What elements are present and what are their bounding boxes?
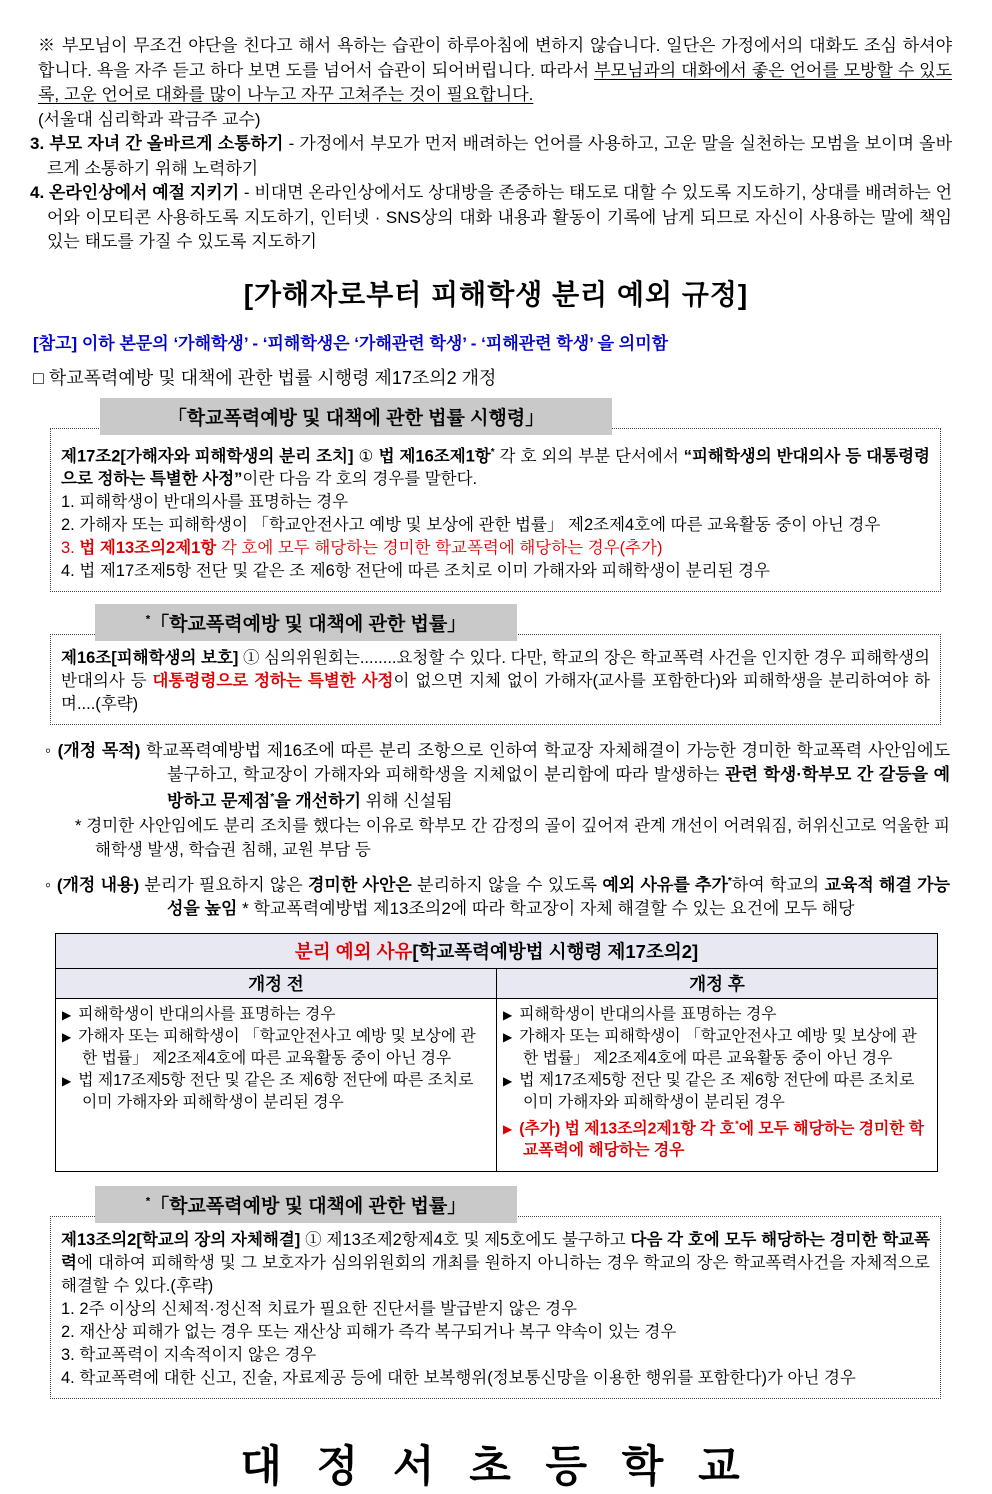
intro-section (30, 34, 952, 255)
revision-content: ◦ (개정 내용) 분리가 필요하지 않은 경미한 사안은 분리하지 않을 수 있도록 예외 사유를 추가*하여 학교의 교육적 해결 가능성을 높임 * 학교폭력예방법 제13조의2에 따라 학교장이 자체 해결할 수 있는 요건에 모두 해당 (45, 875, 950, 919)
table-title-row (56, 933, 938, 968)
list-item: 2. 가해자 또는 피해학생이 「학교안전사고 예방 및 보상에 관한 법률」 제2조제4호에 따른 교육활동 중이 아닌 경우 (61, 516, 881, 534)
cell-before-revision (56, 998, 497, 1171)
list-item: 3. 법 제13조의2제1항 각 호에 모두 해당하는 경미한 학교폭력에 해당하는 경우(추가) (61, 539, 663, 557)
list-item: 1. 피해학생이 반대의사를 표명하는 경우 (61, 493, 349, 511)
list-item: 2. 재산상 피해가 없는 경우 또는 재산상 피해가 즉각 복구되거나 복구 약속이 있는 경우 (61, 1323, 677, 1342)
list-item: ▶ 피해학생이 반대의사를 표명하는 경우 (62, 1005, 336, 1023)
intro-quote-paragraph: ※ 부모님이 무조건 야단을 친다고 해서 욕하는 습관이 하루아침에 변하지 않습니다. 일단은 가정에서의 대화도 조심 하셔야 합니다. 욕을 자주 듣고 하다 보면 도를 넘어서 습관이 되어버립니다. 따라서 부모님과의 대화에서 좋은 언어를 모방할 수 있도록, 고운 언어로 대화를 많이 나누고 자꾸 고쳐주는 것이 필요합니다. (38, 36, 953, 104)
table-header-row (56, 968, 938, 998)
column-header-before: 개정 전 (56, 968, 497, 998)
reference-note: [참고] 이하 본문의 ‘가해학생’ - ‘피해학생은 ‘가해관련 학생’ - ‘피해관련 학생’ 을 의미함 (33, 333, 669, 353)
document-page (0, 34, 992, 1492)
list-item: ▶ 피해학생이 반대의사를 표명하는 경우 (503, 1005, 777, 1023)
triangle-bullet-icon: ▶ (503, 1007, 513, 1022)
section-heading: □ 학교폭력예방 및 대책에 관한 법률 시행령 제17조의2 개정 (33, 367, 497, 388)
triangle-bullet-icon: ▶ (503, 1122, 513, 1137)
revision-purpose-footnote: * 경미한 사안임에도 분리 조치를 했다는 이유로 학부모 간 감정의 골이 깊어져 관계 개선이 어려워짐, 허위신고로 억울한 피해학생 발생, 학습권 침해, 교원 부담 등 (75, 817, 950, 859)
separation-exception-table (55, 933, 938, 1172)
list-item: ▶ 법 제17조제5항 전단 및 같은 조 제6항 전단에 따른 조치로 이미 가해자와 피해학생이 분리된 경우 (62, 1071, 474, 1111)
triangle-bullet-icon: ▶ (503, 1073, 513, 1088)
list-item: 1. 2주 이상의 신체적·정신적 치료가 필요한 진단서를 발급받지 않은 경우 (61, 1300, 577, 1319)
law-box-act13-header: *「학교폭력예방 및 대책에 관한 법률」 (95, 1186, 517, 1223)
school-name: 대 정 서 초 등 학 교 (240, 1444, 752, 1492)
page-title: [가해자로부터 피해학생 분리 예외 규정] (243, 278, 749, 310)
column-header-after: 개정 후 (497, 968, 938, 998)
decree-article-text: 제17조2[가해자와 피해학생의 분리 조치] ① 법 제16조제1항* 각 호 외의 부분 단서에서 “피해학생의 반대의사 등 대통령령으로 정하는 특별한 사정”이란 다음 각 호의 경우를 말한다. (61, 446, 930, 488)
list-item: ▶ (추가) 법 제13조의2제1항 각 호*에 모두 해당하는 경미한 학교폭력에 해당하는 경우 (503, 1118, 925, 1160)
table-body-row (56, 998, 938, 1171)
intro-quote-credit: (서울대 심리학과 곽금주 교수) (38, 109, 261, 129)
guideline-item-3: 3. 부모 자녀 간 올바르게 소통하기 - 가정에서 부모가 먼저 배려하는 언어를 사용하고, 고운 말을 실천하는 모범을 보이며 올바르게 소통하기 위해 노력하기 (30, 134, 952, 178)
act13-item-list (61, 1298, 930, 1390)
table-title: 분리 예외 사유[학교폭력예방법 시행령 제17조의2] (56, 933, 938, 968)
triangle-bullet-icon: ▶ (62, 1029, 72, 1044)
list-item: 4. 법 제17조제5항 전단 및 같은 조 제6항 전단에 따른 조치로 이미 가해자와 피해학생이 분리된 경우 (61, 562, 770, 580)
law-box-act16-header: *「학교폭력예방 및 대책에 관한 법률」 (95, 604, 517, 641)
list-item: ▶ 법 제17조제5항 전단 및 같은 조 제6항 전단에 따른 조치로 이미 가해자와 피해학생이 분리된 경우 (503, 1071, 915, 1111)
law-box-decree-header: 「학교폭력예방 및 대책에 관한 법률 시행령」 (100, 398, 612, 435)
act16-article-text: 제16조[피해학생의 보호] ① 심의위원회는........요청할 수 있다. 다만, 학교의 장은 학교폭력 사건을 인지한 경우 피해학생의 반대의사 등 대통령령으로 정하는 특별한 사정이 없으면 지체 없이 가해자(교사를 포함한다)와 피해학생을 분리하여야 하며....(후략) (61, 649, 930, 713)
law-box-decree (50, 428, 941, 593)
triangle-bullet-icon: ▶ (62, 1007, 72, 1022)
guideline-item-4: 4. 온라인상에서 예절 지키기 - 비대면 온라인상에서도 상대방을 존중하는 태도로 대할 수 있도록 지도하기, 상대를 배려하는 언어와 이모티콘 사용하도록 지도하기, 인터넷 · SNS상의 대화 내용과 활동이 기록에 남게 되므로 자신이 사용하는 말에 책임 있는 태도를 가질 수 있도록 지도하기 (30, 183, 952, 251)
triangle-bullet-icon: ▶ (62, 1073, 72, 1088)
act13-article-text: 제13조의2[학교의 장의 자체해결] ① 제13조제2항제4호 및 제5호에도 불구하고 다음 각 호에 모두 해당하는 경미한 학교폭력에 대하여 피해학생 및 그 보호자가 심의위원회의 개최를 원하지 아니하는 경우 학교의 장은 학교폭력사건을 자체적으로 해결할 수 있다.(후략) (61, 1231, 931, 1296)
list-item: 3. 학교폭력이 지속적이지 않은 경우 (61, 1346, 317, 1365)
list-item: ▶ 가해자 또는 피해학생이 「학교안전사고 예방 및 보상에 관한 법률」 제2조제4호에 따른 교육활동 중이 아닌 경우 (62, 1027, 476, 1067)
decree-item-list (61, 491, 930, 583)
cell-after-revision (497, 998, 938, 1171)
list-item: ▶ 가해자 또는 피해학생이 「학교안전사고 예방 및 보상에 관한 법률」 제2조제4호에 따른 교육활동 중이 아닌 경우 (503, 1027, 917, 1067)
revision-purpose: ◦ (개정 목적) 학교폭력예방법 제16조에 따른 분리 조항으로 인하여 학교장 자체해결이 가능한 경미한 학교폭력 사안임에도 불구하고, 학교장이 가해자와 피해학생을 지체없이 분리함에 따라 발생하는 관련 학생·학부모 간 갈등을 예방하고 문제점*을 개선하기 위해 신설됨 (45, 741, 951, 811)
law-box-act13 (50, 1216, 941, 1399)
list-item: 4. 학교폭력에 대한 신고, 진술, 자료제공 등에 대한 보복행위(정보통신망을 이용한 행위를 포함한다)가 아닌 경우 (61, 1369, 856, 1388)
law-box-act16 (50, 634, 941, 725)
triangle-bullet-icon: ▶ (503, 1029, 513, 1044)
